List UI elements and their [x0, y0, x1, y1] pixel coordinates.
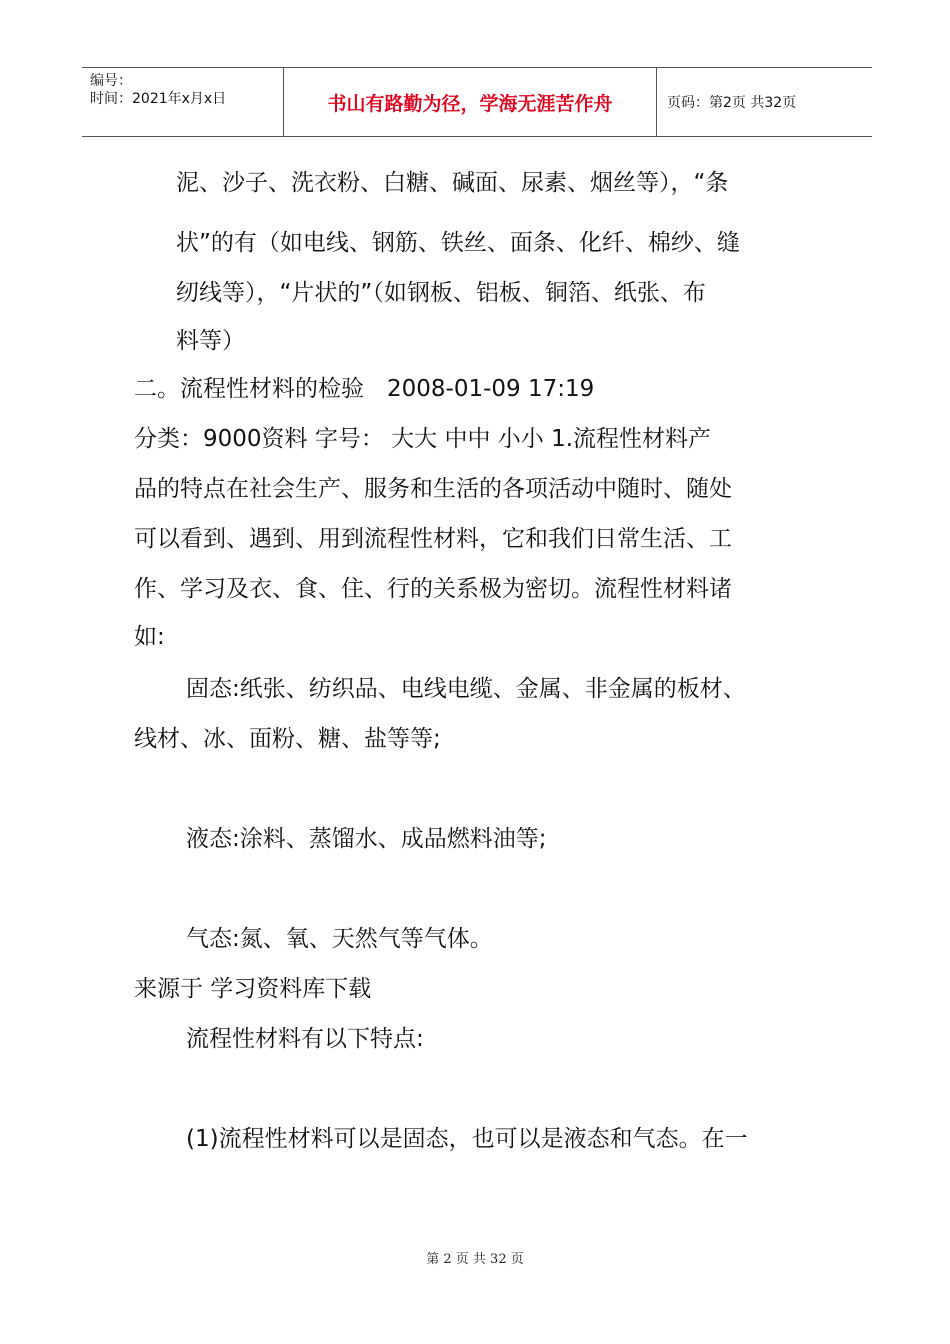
body-line: 液态:涂料、蒸馏水、成品燃料油等; [186, 826, 547, 852]
body-line: 状”的有（如电线、钢筋、铁丝、面条、化纤、棉纱、缝 [176, 230, 740, 256]
body-line: 固态:纸张、纺织品、电线电缆、金属、非金属的板材、 [186, 676, 746, 702]
section-heading: 二。流程性材料的检验 2008-01-09 17:19 [134, 376, 595, 402]
body-line: 如: [134, 624, 165, 650]
page-footer: 第 2 页 共 32 页 [426, 1252, 524, 1267]
document-number-label: 编号： [90, 73, 132, 89]
document-date: 时间：2021年x月x日 [90, 91, 227, 107]
body-line: 分类：9000资料 字号： 大大 中中 小小 1.流程性材料产 [134, 426, 712, 452]
body-line: (1)流程性材料可以是固态，也可以是液态和气态。在一 [186, 1126, 748, 1152]
header-page-info: 页码：第2页 共32页 [667, 95, 797, 111]
body-line: 纫线等），“片状的”（如钢板、铝板、铜箔、纸张、布 [176, 280, 706, 306]
body-line: 气态:氮、氧、天然气等气体。 [186, 926, 493, 952]
body-line: 作、学习及衣、食、住、行的关系极为密切。流程性材料诸 [134, 576, 732, 602]
page-header [82, 67, 872, 137]
body-line: 料等） [176, 328, 245, 354]
source-note: 来源于 学习资料库下载 [134, 976, 372, 1002]
body-line: 泥、沙子、洗衣粉、白糖、碱面、尿素、烟丝等），“条 [176, 170, 729, 196]
body-line: 线材、冰、面粉、糖、盐等等; [134, 726, 441, 752]
body-line: 可以看到、遇到、用到流程性材料，它和我们日常生活、工 [134, 526, 732, 552]
header-motto: 书山有路勤为径，学海无涯苦作舟 [284, 68, 657, 136]
body-line: 品的特点在社会生产、服务和生活的各项活动中随时、随处 [134, 476, 732, 502]
body-line: 流程性材料有以下特点: [186, 1026, 424, 1052]
header-meta [82, 68, 284, 136]
